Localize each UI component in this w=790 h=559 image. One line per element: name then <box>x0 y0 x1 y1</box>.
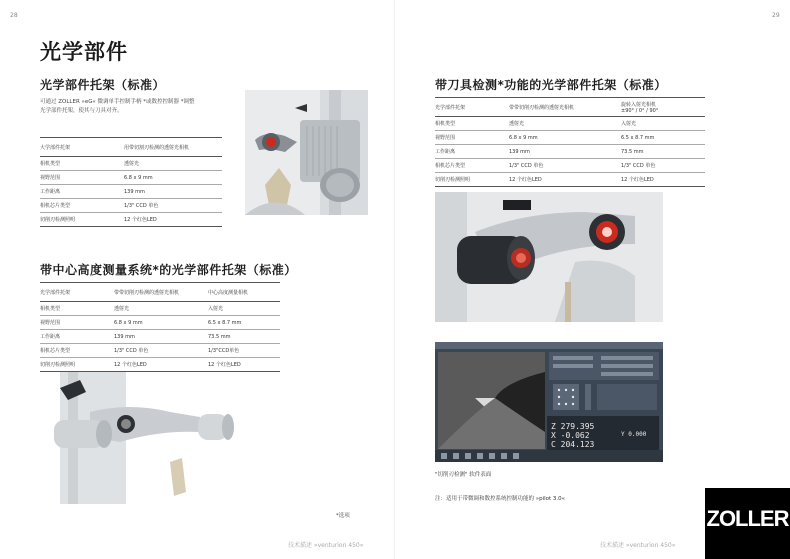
table-cell: 透射光 <box>509 117 621 131</box>
table-cell: 6.8 x 9 mm <box>124 171 222 185</box>
table-header-cell: 光学部件托架 <box>40 283 114 302</box>
table-cell: 6.8 x 9 mm <box>114 316 208 330</box>
table-cell: 工作距离 <box>40 330 114 344</box>
table-header-cell: 中心高度测量相机 <box>208 283 280 302</box>
table-header-cell <box>621 98 705 117</box>
table-cell: 139 mm <box>509 145 621 159</box>
intro-line-1: 可通过 ZOLLER »eG« 微调单手控制手柄 *或数控控制器 *调整 <box>40 99 195 105</box>
table-cell: 139 mm <box>114 330 208 344</box>
logo-text: ZOLLER <box>706 506 789 531</box>
table-cell: 工作距离 <box>40 185 124 199</box>
table-row <box>435 117 705 131</box>
section2-title: 带中心高度测量系统*的光学部件托架（标准） <box>40 263 297 277</box>
table-cell: 1/3" CCD 单色 <box>621 159 705 173</box>
table-row <box>40 316 280 330</box>
optics-carrier-photo <box>245 90 368 215</box>
table-row <box>40 358 280 372</box>
table-row <box>40 213 222 227</box>
readout-y <box>621 431 646 438</box>
table-cell: 73.5 mm <box>208 330 280 344</box>
table-cell: 1/3" CCD 单色 <box>124 199 222 213</box>
table-cell: 相机类型 <box>40 157 124 171</box>
page-spread-divider <box>394 0 395 559</box>
section1-spec-table <box>40 137 222 227</box>
table-cell: 相机芯片类型 <box>40 344 114 358</box>
left-page-number: 28 <box>10 12 18 19</box>
readout-c <box>551 440 594 449</box>
table-cell: 相机芯片类型 <box>40 199 124 213</box>
center-height-carrier-photo <box>50 372 240 504</box>
table-header-cell: 用带切割刃检测的透射光相机 <box>124 138 222 157</box>
section3-title: 带刀具检测*功能的光学部件托架（标准） <box>435 78 667 92</box>
intro-line-2: 光学部件托架，使其与刀具对齐。 <box>40 108 123 114</box>
table-row <box>40 344 280 358</box>
axis-value: 279.395 <box>560 422 595 431</box>
table-cell: 6.8 x 9 mm <box>509 131 621 145</box>
table-cell: 入射光 <box>621 117 705 131</box>
table-cell: 1/3" CCD 单色 <box>114 344 208 358</box>
footer-right: 技术描述 »venturion 450« <box>600 542 676 549</box>
section2-spec-table <box>40 282 280 372</box>
table-cell: 透射光 <box>124 157 222 171</box>
axis-value: 204.123 <box>560 440 595 449</box>
header-line: 旋转入射光相机 <box>621 101 657 108</box>
header-line: ±90° / 0° / 90° <box>621 107 659 114</box>
table-cell: 相机芯片类型 <box>435 159 509 173</box>
table-header-row <box>40 283 280 302</box>
table-cell: 12 个红色LED <box>124 213 222 227</box>
table-cell: 视野范围 <box>40 316 114 330</box>
table-header-cell: 带带切削刃检测的透射光相机 <box>509 98 621 117</box>
table-cell: 工作距离 <box>435 145 509 159</box>
table-header-row <box>435 98 705 117</box>
table-cell: 切削刃检测照明 <box>435 173 509 187</box>
axis-value: -0.062 <box>560 431 590 440</box>
table-header-cell: 光学部件托架 <box>435 98 509 117</box>
section3-spec-table <box>435 97 705 187</box>
table-cell: 视野范围 <box>40 171 124 185</box>
table-cell: 相机类型 <box>435 117 509 131</box>
section1-intro <box>40 98 240 116</box>
table-cell: 12 个红色LED <box>621 173 705 187</box>
table-row <box>40 302 280 316</box>
tool-inspection-carrier-photo <box>435 192 663 322</box>
table-cell: 切削刃检测照明 <box>40 213 124 227</box>
table-cell: 12 个红色LED <box>509 173 621 187</box>
readout-z <box>551 422 594 431</box>
section1-title: 光学部件托架（标准） <box>40 78 166 92</box>
table-row <box>435 131 705 145</box>
table-cell: 透射光 <box>114 302 208 316</box>
table-header-cell: 大学部件托架 <box>40 138 124 157</box>
footnote: *选项 <box>336 513 350 519</box>
table-cell: 73.5 mm <box>621 145 705 159</box>
software-caption: "切削刃检测" 软件表面 <box>435 472 492 478</box>
page-title: 光学部件 <box>40 40 128 64</box>
table-cell: 切削刃检测照明 <box>40 358 114 372</box>
software-screenshot <box>435 342 663 462</box>
zoller-logo <box>705 488 790 559</box>
table-cell: 1/3"CCD单色 <box>208 344 280 358</box>
axis-label: C <box>551 440 556 449</box>
axis-label: Y <box>621 431 625 438</box>
table-row <box>40 330 280 344</box>
axis-label: X <box>551 431 556 440</box>
coordinate-readout <box>551 422 594 449</box>
table-cell: 视野范围 <box>435 131 509 145</box>
table-header-row <box>40 138 222 157</box>
table-row <box>435 159 705 173</box>
table-cell: 139 mm <box>124 185 222 199</box>
readout-x <box>551 431 594 440</box>
table-cell: 相机类型 <box>40 302 114 316</box>
table-cell: 6.5 x 8.7 mm <box>621 131 705 145</box>
table-row <box>40 171 222 185</box>
axis-value: 0.000 <box>628 431 647 438</box>
footer-left: 技术描述 »venturion 450« <box>288 542 364 549</box>
table-cell: 入射光 <box>208 302 280 316</box>
table-row <box>40 157 222 171</box>
table-row <box>435 145 705 159</box>
software-note: 注：适用于带微调和数控系统控制功能的 »pilot 3.0« <box>435 496 566 502</box>
right-page-number: 29 <box>772 12 780 19</box>
axis-label: Z <box>551 422 556 431</box>
table-header-cell: 带带切削刃检测的透射光相机 <box>114 283 208 302</box>
table-cell: 6.5 x 8.7 mm <box>208 316 280 330</box>
table-cell: 1/3" CCD 单色 <box>509 159 621 173</box>
table-row <box>40 199 222 213</box>
table-row <box>435 173 705 187</box>
table-cell: 12 个红色LED <box>208 358 280 372</box>
table-row <box>40 185 222 199</box>
table-cell: 12 个红色LED <box>114 358 208 372</box>
